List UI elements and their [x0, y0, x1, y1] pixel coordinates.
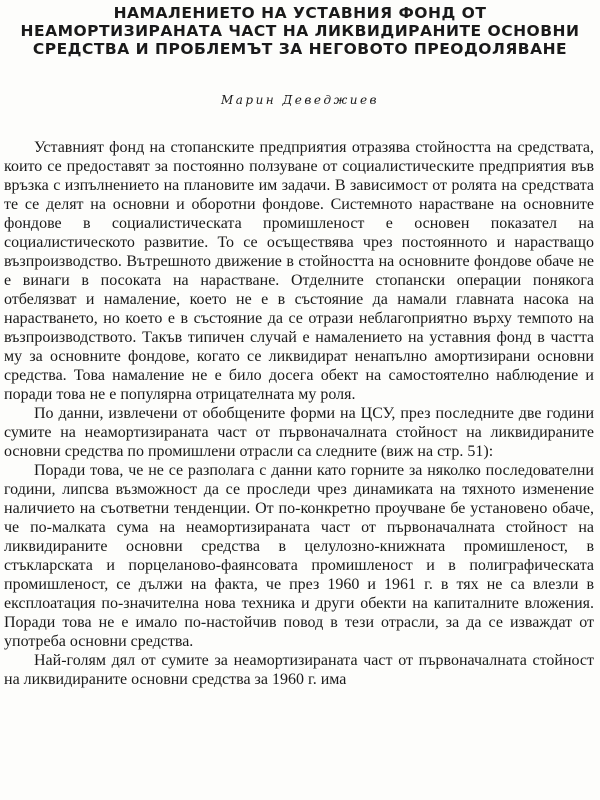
- paragraph: Поради това, че не се разполага с данни като горните за няколко последователни години, липсва възможност да се проследи чрез динамиката на тяхното изменение наличието на съответни тенденции. От по-конкретно проучване бе установено обаче, че по-малката сума на неамортизираната част от първоначалната стойност на ликвидираните основни средства в целулозно-книжната промишленост, в стъкларската и порцеланово-фаянсовата промишленост и в полиграфическата промишленост, се дължи на факта, че през 1960 и 1961 г. в тях не са влезли в експлоатация по-значителна нова техника и други обекти на капиталните вложения. Поради това не е имало по-настойчив повод в тези отрасли, за да се изваждат от употреба основни средства.: [4, 462, 594, 650]
- article-author: Марин Деведжиев: [220, 93, 380, 107]
- article-body: [4, 138, 594, 689]
- paragraph: Уставният фонд на стопанските предприятия отразява стойността на средствата, които се предоставят за постоянно ползуване от социалистическите предприятия във връзка с изпълнението на плановите им задачи. В зависимост от ролята на средствата те се делят на основни и оборотни фондове. Системното нарастване на основните фондове в социалистическата промишленост е основен показател на социалистическото развитие. То се осъществява чрез постоянното и нарастващо възпроизводство. Вътрешното движение в стойността на основните фондове обаче не е винаги в посоката на нарастване. Отделните стопански операции понякога отбелязват и намаление, което не е в състояние да намали главната насока на нарастването, но което е в състояние да се отрази неблагоприятно върху темпото на възпроизводството. Такъв типичен случай е намалението на уставния фонд в частта му за основните фондове, когато се ликвидират ненапълно амортизирани основни средства. Това намаление не е било досега обект на самостоятелно наблюдение и поради това не е популярна отрицателната му роля.: [4, 139, 594, 403]
- paragraph: По данни, извлечени от обобщените форми на ЦСУ, през последните две години сумите на неамортизираната част от първоначалната стойност на ликвидираните основни средства по промишлени отрасли са следните (виж на стр. 51):: [4, 405, 594, 460]
- paragraph: Най-голям дял от сумите за неамортизираната част от първоначалната стойност на ликвидираните основни средства за 1960 г. има: [4, 652, 594, 688]
- article-title: НАМАЛЕНИЕТО НА УСТАВНИЯ ФОНД ОТ НЕАМОРТИЗИРАНАТА ЧАСТ НА ЛИКВИДИРАНИТЕ ОСНОВНИ СРЕДСТВА И ПРОБЛЕМЪТ ЗА НЕГОВОТО ПРЕОДОЛЯВАНЕ: [20, 4, 580, 58]
